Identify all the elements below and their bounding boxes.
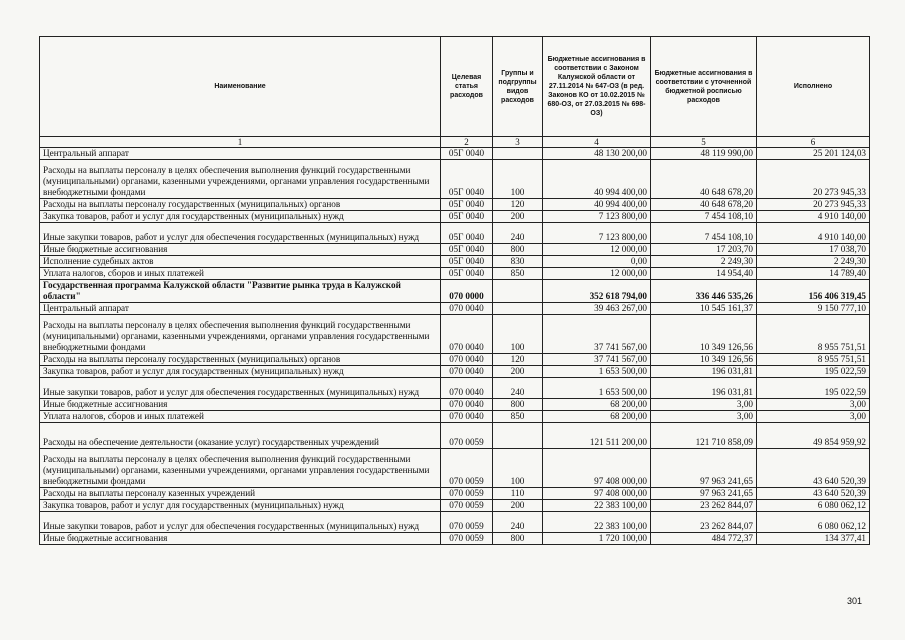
row-name: Закупка товаров, работ и услуг для государственных (муниципальных) нужд	[40, 366, 441, 378]
row-executed-amount: 4 910 140,00	[757, 211, 870, 223]
row-expense-group: 100	[493, 160, 543, 199]
row-law-amount: 68 200,00	[543, 399, 651, 411]
row-refined-amount: 3,00	[651, 399, 757, 411]
column-number-row	[40, 137, 870, 148]
row-law-amount: 1 720 100,00	[543, 533, 651, 545]
row-name: Уплата налогов, сборов и иных платежей	[40, 411, 441, 423]
row-refined-amount: 97 963 241,65	[651, 449, 757, 488]
row-expense-group: 200	[493, 366, 543, 378]
row-target-article: 070 0040	[441, 411, 493, 423]
row-target-article: 05Г 0040	[441, 148, 493, 160]
row-executed-amount: 8 955 751,51	[757, 315, 870, 354]
row-target-article: 070 0040	[441, 378, 493, 399]
row-executed-amount: 6 080 062,12	[757, 512, 870, 533]
row-name: Иные закупки товаров, работ и услуг для обеспечения государственных (муниципальных) нужд	[40, 223, 441, 244]
row-expense-group	[493, 423, 543, 449]
row-refined-amount: 23 262 844,07	[651, 500, 757, 512]
row-law-amount: 352 618 794,00	[543, 280, 651, 303]
row-executed-amount: 49 854 959,92	[757, 423, 870, 449]
row-law-amount: 37 741 567,00	[543, 354, 651, 366]
table-row	[40, 533, 870, 545]
table-row	[40, 315, 870, 354]
row-name: Иные закупки товаров, работ и услуг для обеспечения государственных (муниципальных) нужд	[40, 512, 441, 533]
column-number: 5	[651, 137, 757, 148]
row-target-article: 05Г 0040	[441, 256, 493, 268]
row-target-article: 070 0040	[441, 366, 493, 378]
row-executed-amount: 4 910 140,00	[757, 223, 870, 244]
row-refined-amount: 23 262 844,07	[651, 512, 757, 533]
table-row	[40, 366, 870, 378]
row-expense-group: 240	[493, 378, 543, 399]
page-number: 301	[847, 596, 863, 606]
row-executed-amount: 3,00	[757, 411, 870, 423]
row-law-amount: 7 123 800,00	[543, 223, 651, 244]
row-name: Иные бюджетные ассигнования	[40, 399, 441, 411]
row-target-article: 05Г 0040	[441, 223, 493, 244]
row-law-amount: 37 741 567,00	[543, 315, 651, 354]
row-executed-amount: 2 249,30	[757, 256, 870, 268]
row-name: Расходы на выплаты персоналу государственных (муниципальных) органов	[40, 354, 441, 366]
row-refined-amount: 40 648 678,20	[651, 199, 757, 211]
row-law-amount: 1 653 500,00	[543, 366, 651, 378]
row-refined-amount: 2 249,30	[651, 256, 757, 268]
row-executed-amount: 20 273 945,33	[757, 160, 870, 199]
row-expense-group: 800	[493, 244, 543, 256]
row-target-article: 070 0059	[441, 449, 493, 488]
row-expense-group: 200	[493, 500, 543, 512]
row-executed-amount: 43 640 520,39	[757, 488, 870, 500]
row-expense-group: 100	[493, 449, 543, 488]
row-law-amount: 1 653 500,00	[543, 378, 651, 399]
row-executed-amount: 25 201 124,03	[757, 148, 870, 160]
row-law-amount: 12 000,00	[543, 268, 651, 280]
row-executed-amount: 14 789,40	[757, 268, 870, 280]
row-expense-group: 800	[493, 399, 543, 411]
row-expense-group	[493, 303, 543, 315]
row-expense-group	[493, 148, 543, 160]
row-executed-amount: 156 406 319,45	[757, 280, 870, 303]
row-law-amount: 7 123 800,00	[543, 211, 651, 223]
column-number: 1	[40, 137, 441, 148]
column-number: 4	[543, 137, 651, 148]
table-row	[40, 500, 870, 512]
row-name: Закупка товаров, работ и услуг для государственных (муниципальных) нужд	[40, 211, 441, 223]
row-name: Иные бюджетные ассигнования	[40, 244, 441, 256]
row-name: Расходы на выплаты персоналу в целях обеспечения выполнения функций государственными (муниципальными) органами, казенными учреждениями, органами управления государственными внебюджетными фондами	[40, 449, 441, 488]
row-target-article: 070 0000	[441, 280, 493, 303]
row-name: Закупка товаров, работ и услуг для государственных (муниципальных) нужд	[40, 500, 441, 512]
row-expense-group: 240	[493, 512, 543, 533]
table-row	[40, 256, 870, 268]
header-row	[40, 37, 870, 137]
row-refined-amount: 196 031,81	[651, 378, 757, 399]
row-executed-amount: 43 640 520,39	[757, 449, 870, 488]
table-row	[40, 148, 870, 160]
row-name: Центральный аппарат	[40, 303, 441, 315]
table-row	[40, 244, 870, 256]
row-name: Уплата налогов, сборов и иных платежей	[40, 268, 441, 280]
column-number: 3	[493, 137, 543, 148]
row-law-amount: 48 130 200,00	[543, 148, 651, 160]
row-target-article: 05Г 0040	[441, 211, 493, 223]
header-executed: Исполнено	[757, 37, 870, 137]
row-law-amount: 22 383 100,00	[543, 500, 651, 512]
table-row	[40, 354, 870, 366]
row-refined-amount: 196 031,81	[651, 366, 757, 378]
row-target-article: 070 0059	[441, 500, 493, 512]
header-target-article: Целевая статья расходов	[441, 37, 493, 137]
row-law-amount: 22 383 100,00	[543, 512, 651, 533]
row-refined-amount: 3,00	[651, 411, 757, 423]
row-refined-amount: 10 545 161,37	[651, 303, 757, 315]
header-expense-group: Группы и подгруппы видов расходов	[493, 37, 543, 137]
row-refined-amount: 48 119 990,00	[651, 148, 757, 160]
table-row	[40, 211, 870, 223]
row-target-article: 05Г 0040	[441, 160, 493, 199]
table-row	[40, 423, 870, 449]
table-row	[40, 399, 870, 411]
row-target-article: 05Г 0040	[441, 244, 493, 256]
budget-table	[39, 36, 870, 545]
row-executed-amount: 8 955 751,51	[757, 354, 870, 366]
row-refined-amount: 10 349 126,56	[651, 354, 757, 366]
row-target-article: 070 0059	[441, 488, 493, 500]
table-row	[40, 199, 870, 211]
row-refined-amount: 17 203,70	[651, 244, 757, 256]
row-executed-amount: 195 022,59	[757, 378, 870, 399]
header-law-allocations: Бюджетные ассигнования в соответствии с Законом Калужской области от 27.11.2014 № 647-ОЗ (в ред. Законов КО от 10.02.2015 № 680-ОЗ, от 27.03.2015 № 698-ОЗ)	[543, 37, 651, 137]
table-row	[40, 303, 870, 315]
row-refined-amount: 14 954,40	[651, 268, 757, 280]
row-refined-amount: 97 963 241,65	[651, 488, 757, 500]
row-expense-group: 830	[493, 256, 543, 268]
table-row	[40, 378, 870, 399]
row-expense-group: 110	[493, 488, 543, 500]
table-row	[40, 411, 870, 423]
row-executed-amount: 6 080 062,12	[757, 500, 870, 512]
header-refined-allocations: Бюджетные ассигнования в соответствии с уточненной бюджетной росписью расходов	[651, 37, 757, 137]
row-target-article: 070 0059	[441, 512, 493, 533]
table-row	[40, 160, 870, 199]
row-name: Расходы на выплаты персоналу казенных учреждений	[40, 488, 441, 500]
row-law-amount: 40 994 400,00	[543, 199, 651, 211]
row-expense-group: 100	[493, 315, 543, 354]
row-expense-group	[493, 280, 543, 303]
row-refined-amount: 7 454 108,10	[651, 211, 757, 223]
row-refined-amount: 40 648 678,20	[651, 160, 757, 199]
row-law-amount: 0,00	[543, 256, 651, 268]
row-target-article: 05Г 0040	[441, 268, 493, 280]
row-expense-group: 800	[493, 533, 543, 545]
row-expense-group: 850	[493, 411, 543, 423]
row-refined-amount: 10 349 126,56	[651, 315, 757, 354]
table-row	[40, 449, 870, 488]
table-row	[40, 268, 870, 280]
row-name: Государственная программа Калужской области "Развитие рынка труда в Калужской области"	[40, 280, 441, 303]
header-name: Наименование	[40, 37, 441, 137]
row-executed-amount: 3,00	[757, 399, 870, 411]
row-expense-group: 240	[493, 223, 543, 244]
table-row	[40, 488, 870, 500]
row-executed-amount: 17 038,70	[757, 244, 870, 256]
row-name: Иные закупки товаров, работ и услуг для обеспечения государственных (муниципальных) нужд	[40, 378, 441, 399]
row-law-amount: 121 511 200,00	[543, 423, 651, 449]
row-expense-group: 120	[493, 199, 543, 211]
row-name: Расходы на выплаты персоналу в целях обеспечения выполнения функций государственными (муниципальными) органами, казенными учреждениями, органами управления государственными внебюджетными фондами	[40, 315, 441, 354]
row-target-article: 070 0040	[441, 354, 493, 366]
row-executed-amount: 134 377,41	[757, 533, 870, 545]
column-number: 2	[441, 137, 493, 148]
row-target-article: 070 0040	[441, 303, 493, 315]
row-executed-amount: 195 022,59	[757, 366, 870, 378]
row-target-article: 070 0040	[441, 399, 493, 411]
row-refined-amount: 484 772,37	[651, 533, 757, 545]
row-law-amount: 39 463 267,00	[543, 303, 651, 315]
row-law-amount: 40 994 400,00	[543, 160, 651, 199]
row-refined-amount: 121 710 858,09	[651, 423, 757, 449]
row-target-article: 070 0059	[441, 533, 493, 545]
row-name: Исполнение судебных актов	[40, 256, 441, 268]
row-expense-group: 200	[493, 211, 543, 223]
row-executed-amount: 20 273 945,33	[757, 199, 870, 211]
table-row	[40, 512, 870, 533]
table-row	[40, 280, 870, 303]
row-name: Центральный аппарат	[40, 148, 441, 160]
row-name: Иные бюджетные ассигнования	[40, 533, 441, 545]
row-law-amount: 12 000,00	[543, 244, 651, 256]
row-expense-group: 120	[493, 354, 543, 366]
row-refined-amount: 7 454 108,10	[651, 223, 757, 244]
row-executed-amount: 9 150 777,10	[757, 303, 870, 315]
row-target-article: 070 0059	[441, 423, 493, 449]
table-row	[40, 223, 870, 244]
row-target-article: 070 0040	[441, 315, 493, 354]
row-law-amount: 97 408 000,00	[543, 449, 651, 488]
row-target-article: 05Г 0040	[441, 199, 493, 211]
row-name: Расходы на выплаты персоналу в целях обеспечения выполнения функций государственными (муниципальными) органами, казенными учреждениями, органами управления государственными внебюджетными фондами	[40, 160, 441, 199]
column-number: 6	[757, 137, 870, 148]
row-name: Расходы на выплаты персоналу государственных (муниципальных) органов	[40, 199, 441, 211]
row-law-amount: 68 200,00	[543, 411, 651, 423]
row-expense-group: 850	[493, 268, 543, 280]
row-name: Расходы на обеспечение деятельности (оказание услуг) государственных учреждений	[40, 423, 441, 449]
row-refined-amount: 336 446 535,26	[651, 280, 757, 303]
row-law-amount: 97 408 000,00	[543, 488, 651, 500]
